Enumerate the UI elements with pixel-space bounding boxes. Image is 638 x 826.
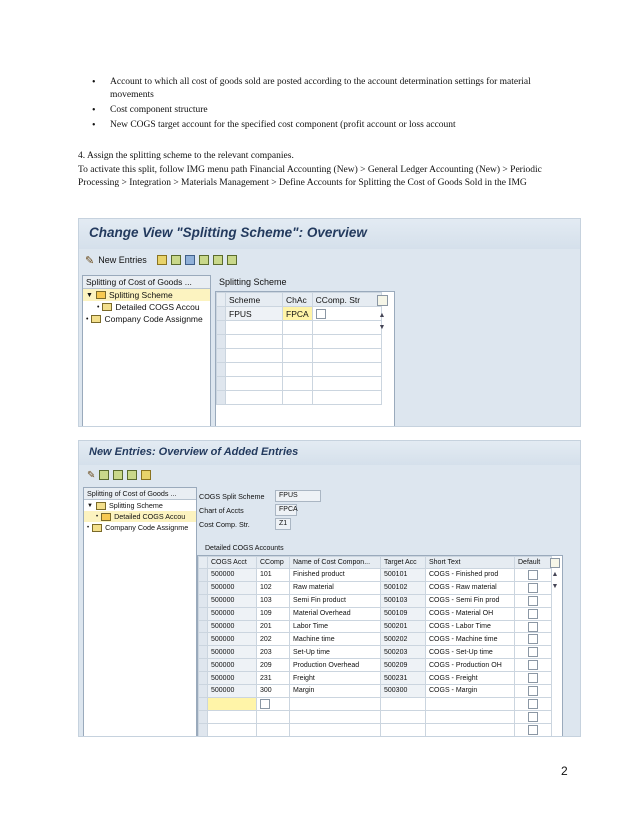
column-header[interactable]: Default [515,557,552,569]
cogs-acct-cell[interactable] [208,723,257,736]
cost-component-name-cell[interactable] [290,710,381,723]
table-row[interactable] [199,672,552,685]
folder-icon [91,315,101,323]
dialog-structure-tree [83,487,197,737]
tree-header: Splitting of Cost of Goods ... [83,276,210,289]
tree-item-splitting-scheme[interactable]: ▼ Splitting Scheme [83,289,210,301]
ccomp-cell[interactable] [257,723,290,736]
short-text-cell[interactable]: COGS - Labor Time [426,620,515,633]
row-selector[interactable] [199,620,208,633]
cost-component-name-cell[interactable]: Semi Fin product [290,594,381,607]
sap-screen-overview [78,218,581,427]
target-acct-cell[interactable]: 500201 [381,620,426,633]
row-selector[interactable] [199,723,208,736]
default-checkbox-cell[interactable] [515,607,552,620]
tree-item-company-code[interactable]: • Company Code Assignme [86,314,203,324]
table-row[interactable] [199,569,552,582]
cost-component-name-cell[interactable]: Freight [290,672,381,685]
scroll-up-icon[interactable]: ▲ [551,570,559,578]
cogs-acct-cell[interactable] [208,710,257,723]
column-header[interactable]: CComp. Str [312,293,381,307]
cost-component-name-cell[interactable]: Material Overhead [290,607,381,620]
target-acct-cell[interactable]: 500101 [381,569,426,582]
bullet-item: • Account to which all cost of goods sold are posted according to the account determination settings for material movements [78,76,548,102]
default-checkbox[interactable] [528,647,538,657]
pen-icon[interactable]: ✎ [87,469,96,481]
field-label: COGS Split Scheme [199,492,265,501]
undo-icon[interactable] [185,255,195,265]
row-selector[interactable] [199,672,208,685]
cogs-acct-cell[interactable]: 500000 [208,607,257,620]
deselect-all-icon[interactable] [227,255,237,265]
row-selector[interactable] [199,659,208,672]
scheme-cell[interactable]: FPUS [226,307,283,321]
default-checkbox[interactable] [528,699,538,709]
toolbar [87,465,151,485]
step-heading: 4. Assign the splitting scheme to the relevant companies. [78,151,294,161]
row-selector-header[interactable] [217,293,226,307]
default-checkbox[interactable] [528,622,538,632]
cost-component-name-cell[interactable]: Labor Time [290,620,381,633]
default-checkbox[interactable] [528,570,538,580]
cost-comp-cell[interactable] [312,307,381,321]
row-selector[interactable] [199,710,208,723]
cogs-acct-cell[interactable]: 500000 [208,646,257,659]
default-checkbox-cell[interactable] [515,594,552,607]
tree-item-label: Company Code Assignme [105,523,189,532]
chart-of-accounts-cell[interactable] [283,307,313,321]
folder-icon [102,303,112,311]
target-acct-cell[interactable]: 500231 [381,672,426,685]
row-selector[interactable] [199,697,208,710]
cogs-acct-cell[interactable]: 500000 [208,659,257,672]
row-selector[interactable] [199,569,208,582]
table-row[interactable] [199,581,552,594]
default-checkbox-cell[interactable] [515,569,552,582]
tree-header: Splitting of Cost of Goods ... [84,488,196,500]
target-acct-cell[interactable]: 500202 [381,633,426,646]
ccomp-cell[interactable]: 103 [257,594,290,607]
ccomp-cell[interactable]: 300 [257,685,290,698]
tree-item-detailed-cogs[interactable]: • Detailed COGS Accou [97,302,200,312]
short-text-cell[interactable]: COGS - Set-Up time [426,646,515,659]
cell-value: FPCA [286,308,309,319]
ccomp-cell[interactable] [257,697,290,710]
row-selector[interactable] [199,633,208,646]
table-row[interactable] [199,685,552,698]
table-row[interactable] [199,633,552,646]
default-checkbox[interactable] [528,673,538,683]
default-checkbox-cell[interactable] [515,685,552,698]
folder-icon [101,513,111,521]
table-row[interactable] [217,307,382,321]
select-block-icon[interactable] [127,470,137,480]
table-row[interactable] [199,697,552,710]
table-row[interactable] [199,620,552,633]
table-row[interactable] [199,659,552,672]
column-header[interactable]: Target Acc [381,557,426,569]
step-text: To activate this split, follow IMG menu path Financial Accounting (New) > General Ledger Accounting (New) > Periodic Processing > Integration > Materials Management > Define Accounts for Splitting the Cost of Goods Sold in the IMG [78,165,542,188]
default-checkbox-cell[interactable] [515,672,552,685]
target-acct-cell[interactable] [381,697,426,710]
column-header[interactable]: Scheme [226,293,283,307]
dialog-structure-tree [82,275,211,427]
pen-icon[interactable]: ✎ [85,254,95,267]
field-label: Cost Comp. Str. [199,520,250,529]
short-text-cell[interactable]: COGS - Production OH [426,659,515,672]
target-acct-cell[interactable] [381,723,426,736]
cogs-acct-cell[interactable]: 500000 [208,672,257,685]
row-selector[interactable] [199,607,208,620]
select-block-icon[interactable] [213,255,223,265]
copy-icon[interactable] [157,255,167,265]
column-header[interactable]: Short Text [426,557,515,569]
default-checkbox-cell[interactable] [515,581,552,594]
target-acct-cell[interactable]: 500203 [381,646,426,659]
deselect-all-icon[interactable] [141,470,151,480]
ccomp-cell[interactable]: 202 [257,633,290,646]
value-help-icon[interactable] [316,309,326,319]
ccomp-cell[interactable]: 209 [257,659,290,672]
default-checkbox-cell[interactable] [515,646,552,659]
cogs-acct-cell[interactable]: 500000 [208,685,257,698]
tree-item-label: Company Code Assignme [104,314,203,324]
table-row[interactable] [199,723,552,736]
column-header[interactable]: ChAc [283,293,313,307]
toolbar [85,250,237,270]
cogs-acct-cell[interactable] [208,697,257,710]
field-label: Chart of Accts [199,506,244,515]
sap-screen-added-entries [78,440,581,737]
row-selector-header[interactable] [199,557,208,569]
ccomp-cell[interactable]: 201 [257,620,290,633]
tree-item-label: Splitting Scheme [108,501,163,510]
cost-comp-structure-field[interactable]: Z1 [275,518,291,530]
cogs-acct-cell[interactable]: 500000 [208,620,257,633]
cogs-acct-cell[interactable]: 500000 [208,581,257,594]
row-selector[interactable] [217,321,226,335]
cogs-split-scheme-field[interactable]: FPUS [275,490,321,502]
table-row[interactable] [199,710,552,723]
column-header[interactable]: Name of Cost Compon... [290,557,381,569]
target-acct-cell[interactable]: 500209 [381,659,426,672]
chart-of-accounts-field[interactable]: FPCA [275,504,297,516]
tree-item-splitting-scheme[interactable]: ▼ Splitting Scheme [87,501,163,510]
default-checkbox-cell[interactable] [515,633,552,646]
short-text-cell[interactable]: COGS - Machine time [426,633,515,646]
row-selector[interactable] [217,349,226,363]
target-acct-cell[interactable]: 500102 [381,581,426,594]
table-row[interactable] [199,594,552,607]
column-header[interactable]: CComp [257,557,290,569]
column-header[interactable]: COGS Acct [208,557,257,569]
save-icon[interactable] [99,470,109,480]
default-checkbox-cell[interactable] [515,620,552,633]
row-selector[interactable] [217,377,226,391]
default-checkbox[interactable] [528,660,538,670]
default-checkbox[interactable] [528,725,538,735]
default-checkbox[interactable] [528,634,538,644]
page-number: 2 [561,764,568,778]
table-settings-icon[interactable] [550,558,560,568]
table-row[interactable] [199,607,552,620]
short-text-cell[interactable]: COGS - Margin [426,685,515,698]
select-all-icon[interactable] [199,255,209,265]
row-selector[interactable] [199,685,208,698]
scroll-down-icon[interactable]: ▼ [378,323,386,331]
ccomp-cell[interactable] [257,710,290,723]
tree-item-company-code[interactable]: • Company Code Assignme [87,523,189,532]
default-checkbox[interactable] [528,686,538,696]
screen-title-bar [79,219,580,249]
table-settings-icon[interactable] [377,295,388,306]
splitting-scheme-table [215,291,395,427]
ccomp-cell[interactable]: 231 [257,672,290,685]
detailed-cogs-accounts-table [197,555,563,737]
target-acct-cell[interactable]: 500103 [381,594,426,607]
cost-component-name-cell[interactable]: Margin [290,685,381,698]
ccomp-cell[interactable]: 102 [257,581,290,594]
row-selector[interactable] [217,335,226,349]
default-checkbox-cell[interactable] [515,710,552,723]
cost-component-name-cell[interactable]: Raw material [290,581,381,594]
row-selector[interactable] [199,594,208,607]
cost-component-name-cell[interactable]: Finished product [290,569,381,582]
screen-title-bar [79,441,580,465]
scroll-down-icon[interactable]: ▼ [551,582,559,590]
default-checkbox-cell[interactable] [515,697,552,710]
row-selector[interactable] [199,646,208,659]
screen-title: Change View "Splitting Scheme": Overview [89,225,367,240]
row-selector[interactable] [199,581,208,594]
panel-title: Splitting Scheme [219,277,287,287]
bullet-item: • New COGS target account for the specified cost component (profit account or loss account [78,119,548,132]
default-checkbox-cell[interactable] [515,659,552,672]
short-text-cell[interactable] [426,723,515,736]
row-selector[interactable] [217,363,226,377]
bullet-item: • Cost component structure [78,104,548,117]
short-text-cell[interactable]: COGS - Finished prod [426,569,515,582]
folder-open-icon [96,291,106,299]
default-checkbox[interactable] [528,609,538,619]
cost-component-name-cell[interactable] [290,723,381,736]
folder-open-icon [96,502,106,510]
default-checkbox-cell[interactable] [515,723,552,736]
target-acct-cell[interactable]: 500109 [381,607,426,620]
short-text-cell[interactable]: COGS - Semi Fin prod [426,594,515,607]
default-checkbox[interactable] [528,583,538,593]
table-title: Detailed COGS Accounts [205,545,284,552]
short-text-cell[interactable] [426,697,515,710]
short-text-cell[interactable]: COGS - Raw material [426,581,515,594]
row-selector[interactable] [217,307,226,321]
new-entries-button[interactable]: New Entries [98,255,147,265]
ccomp-cell[interactable]: 203 [257,646,290,659]
cost-component-name-cell[interactable] [290,697,381,710]
tree-item-label: Splitting Scheme [108,290,173,300]
short-text-cell[interactable]: COGS - Freight [426,672,515,685]
default-checkbox[interactable] [528,596,538,606]
screen-title: New Entries: Overview of Added Entries [89,446,299,458]
row-selector[interactable] [217,391,226,405]
target-acct-cell[interactable] [381,710,426,723]
cost-component-name-cell[interactable]: Machine time [290,633,381,646]
delete-icon[interactable] [171,255,181,265]
cost-component-name-cell[interactable]: Production Overhead [290,659,381,672]
table-row[interactable] [199,646,552,659]
value-help-icon[interactable] [260,699,270,709]
ccomp-cell[interactable]: 109 [257,607,290,620]
bullet-list [78,76,548,134]
select-all-icon[interactable] [113,470,123,480]
tree-item-detailed-cogs[interactable]: • Detailed COGS Accou [84,511,196,522]
default-checkbox[interactable] [528,712,538,722]
cogs-acct-cell[interactable]: 500000 [208,569,257,582]
tree-item-label: Detailed COGS Accou [114,512,186,521]
cogs-acct-cell[interactable]: 500000 [208,633,257,646]
cost-component-name-cell[interactable]: Set-Up time [290,646,381,659]
target-acct-cell[interactable]: 500300 [381,685,426,698]
cogs-acct-cell[interactable]: 500000 [208,594,257,607]
short-text-cell[interactable]: COGS - Material OH [426,607,515,620]
tree-item-label: Detailed COGS Accou [115,302,200,312]
ccomp-cell[interactable]: 101 [257,569,290,582]
scroll-up-icon[interactable]: ▲ [378,311,386,319]
folder-icon [92,524,102,532]
short-text-cell[interactable] [426,710,515,723]
